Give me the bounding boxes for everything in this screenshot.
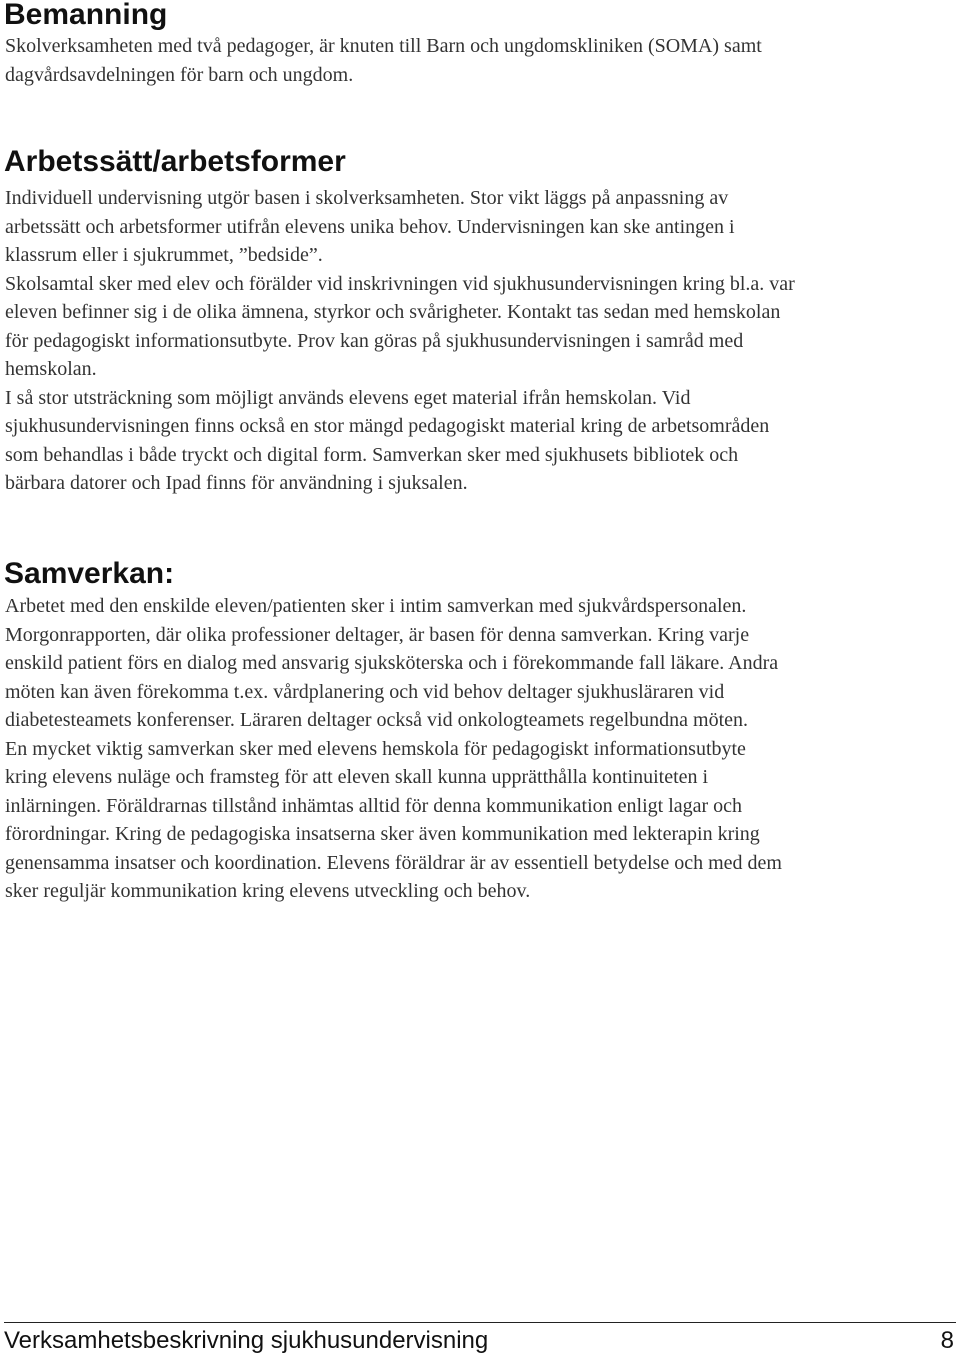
text-line: arbetssätt och arbetsformer utifrån elevens unika behov. Undervisningen kan ske antingen i (5, 215, 735, 238)
text-line: förordningar. Kring de pedagogiska insatserna sker även kommunikation med lekterapin kring (5, 823, 760, 845)
text-line: som behandlas i både tryckt och digital form. Samverkan sker med sjukhusets bibliotek och (5, 443, 739, 466)
paragraph-samverkan (5, 592, 953, 906)
footer-title: Verksamhetsbeskrivning sjukhusundervisning (4, 1327, 489, 1354)
text-line: Arbetet med den enskilde eleven/patienten sker i intim samverkan med sjukvårdspersonalen. (5, 595, 747, 617)
page-footer (4, 1325, 954, 1357)
text-line: kring elevens nuläge och framsteg för att eleven skall kunna upprätthålla kontinuiteten i (5, 766, 709, 788)
text-line: bärbara datorer och Ipad finns för användning i sjuksalen. (5, 472, 468, 494)
text-line: diabetesteamets konferenser. Läraren deltager också vid onkologteamets regelbundna möten. (5, 709, 749, 731)
heading-samverkan: Samverkan: (4, 557, 175, 590)
text-line: En mycket viktig samverkan sker med elevens hemskola för pedagogiskt informationsutbyte (5, 737, 746, 760)
heading-arbetssatt: Arbetssätt/arbetsformer (4, 145, 346, 178)
text-line: genensamma insatser och koordination. Elevens föräldrar är av essentiell betydelse och med dem (5, 851, 782, 874)
text-line: sjukhusundervisningen finns också en stor mängd pedagogiskt material kring de arbetsområden (5, 415, 770, 437)
text-line: dagvårdsavdelningen för barn och ungdom. (5, 63, 354, 86)
footer-divider (4, 1322, 956, 1323)
text-line: Skolverksamheten med två pedagoger, är knuten till Barn och ungdomskliniken (SOMA) samt (5, 35, 762, 57)
text-line: eleven befinner sig i de olika ämnena, styrkor och svårigheter. Kontakt tas sedan med hemskolan (5, 301, 781, 323)
text-line: klassrum eller i sjukrummet, ”bedside”. (5, 244, 323, 266)
paragraph-bemanning (5, 32, 953, 89)
text-line: Skolsamtal sker med elev och förälder vid inskrivningen vid sjukhusundervisningen kring bl.a. var (5, 272, 795, 295)
text-line: sker reguljär kommunikation kring elevens utveckling och behov. (5, 880, 531, 902)
text-line: möten kan även förekomma t.ex. vårdplanering och vid behov deltager sjukhusläraren vid (5, 680, 725, 703)
text-line: inlärningen. Föräldrarnas tillstånd inhämtas alltid för denna kommunikation enligt lagar och (5, 794, 743, 817)
paragraph-arbetssatt (5, 184, 953, 498)
page-number: 8 (940, 1327, 954, 1354)
text-line: hemskolan. (5, 358, 97, 380)
heading-bemanning: Bemanning (4, 0, 168, 31)
text-line: Individuell undervisning utgör basen i skolverksamheten. Stor vikt läggs på anpassning av (5, 187, 729, 209)
text-line: Morgonrapporten, där olika professioner deltager, är basen för denna samverkan. Kring varje (5, 623, 750, 646)
text-line: för pedagogiskt informationsutbyte. Prov kan göras på sjukhusundervisningen i samråd med (5, 329, 744, 352)
text-line: enskild patient förs en dialog med ansvarig sjuksköterska och i förekommande fall läkare. Andra (5, 652, 779, 674)
text-line: I så stor utsträckning som möjligt används elevens eget material ifrån hemskolan. Vid (5, 386, 691, 409)
